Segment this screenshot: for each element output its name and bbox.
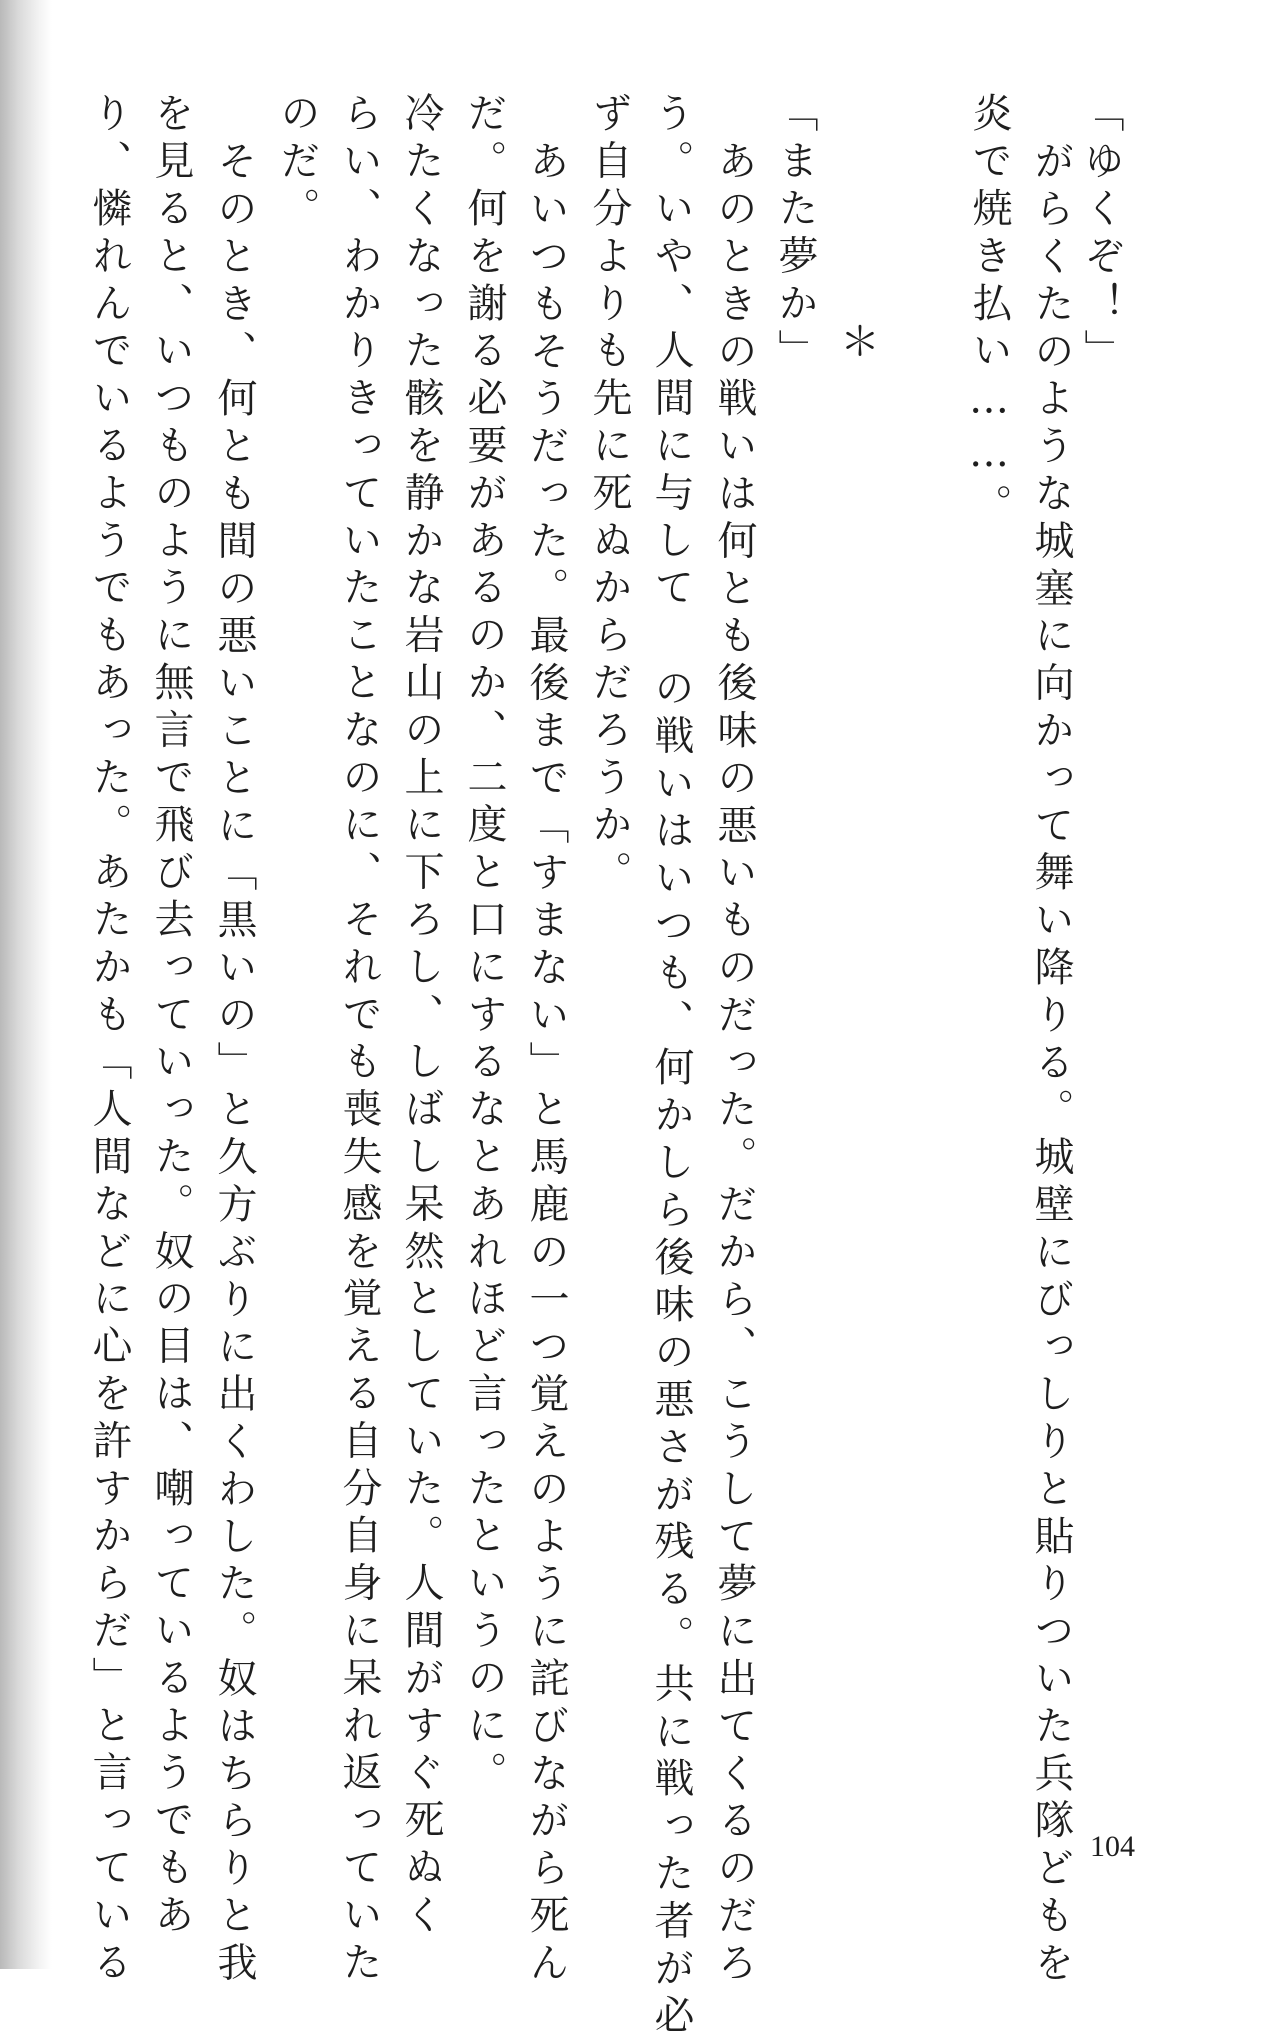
text-column: 冷たくなった骸を静かな岩山の上に下ろし、しばし呆然としていた。人間がすぐ死ぬく: [398, 92, 444, 1941]
text-column: り、憐れんでいるようでもあった。あたかも「人間などに心を許すからだ」と言っている: [86, 92, 132, 1988]
text-column: あのときの戦いは何とも後味の悪いものだった。だから、こうして夢に出てくるのだろ: [711, 140, 757, 1989]
text-column: を見ると、いつものように無言で飛び去っていった。奴の目は、嘲っているようでもあ: [148, 92, 194, 1941]
text-column: 「ゆくぞ！」: [1078, 92, 1124, 377]
binding-shadow: [0, 0, 52, 1969]
text-column: だ。何を謝る必要があるのか、二度と口にするなとあれほど言ったというのに。: [461, 92, 507, 1799]
text-column: ず自分よりも先に死ぬからだろうか。: [586, 92, 632, 898]
section-break-asterisk: ＊: [840, 319, 880, 365]
text-column: う。いや、人間に与して の戦いはいつも、何かしら後味の悪さが残る。共に戦った者が必: [648, 92, 694, 2041]
text-column: あいつもそうだった。最後まで「すまない」と馬鹿の一つ覚えのように詫びながら死ん: [523, 140, 569, 1989]
text-column: 「また夢か」: [772, 92, 818, 377]
text-column: らい、わかりきっていたことなのに、それでも喪失感を覚える自分自身に呆れ返っていた: [336, 92, 382, 1988]
page-number: 104: [1090, 1830, 1135, 1863]
text-column: のだ。: [274, 92, 320, 235]
text-column: そのとき、何とも間の悪いことに「黒いの」と久方ぶりに出くわした。奴はちらりと我: [211, 140, 257, 1989]
text-column: がらくたのような城塞に向かって舞い降りる。城壁にびっしりと貼りついた兵隊どもを: [1028, 140, 1074, 1989]
text-column: 炎で焼き払い……。: [966, 92, 1012, 531]
